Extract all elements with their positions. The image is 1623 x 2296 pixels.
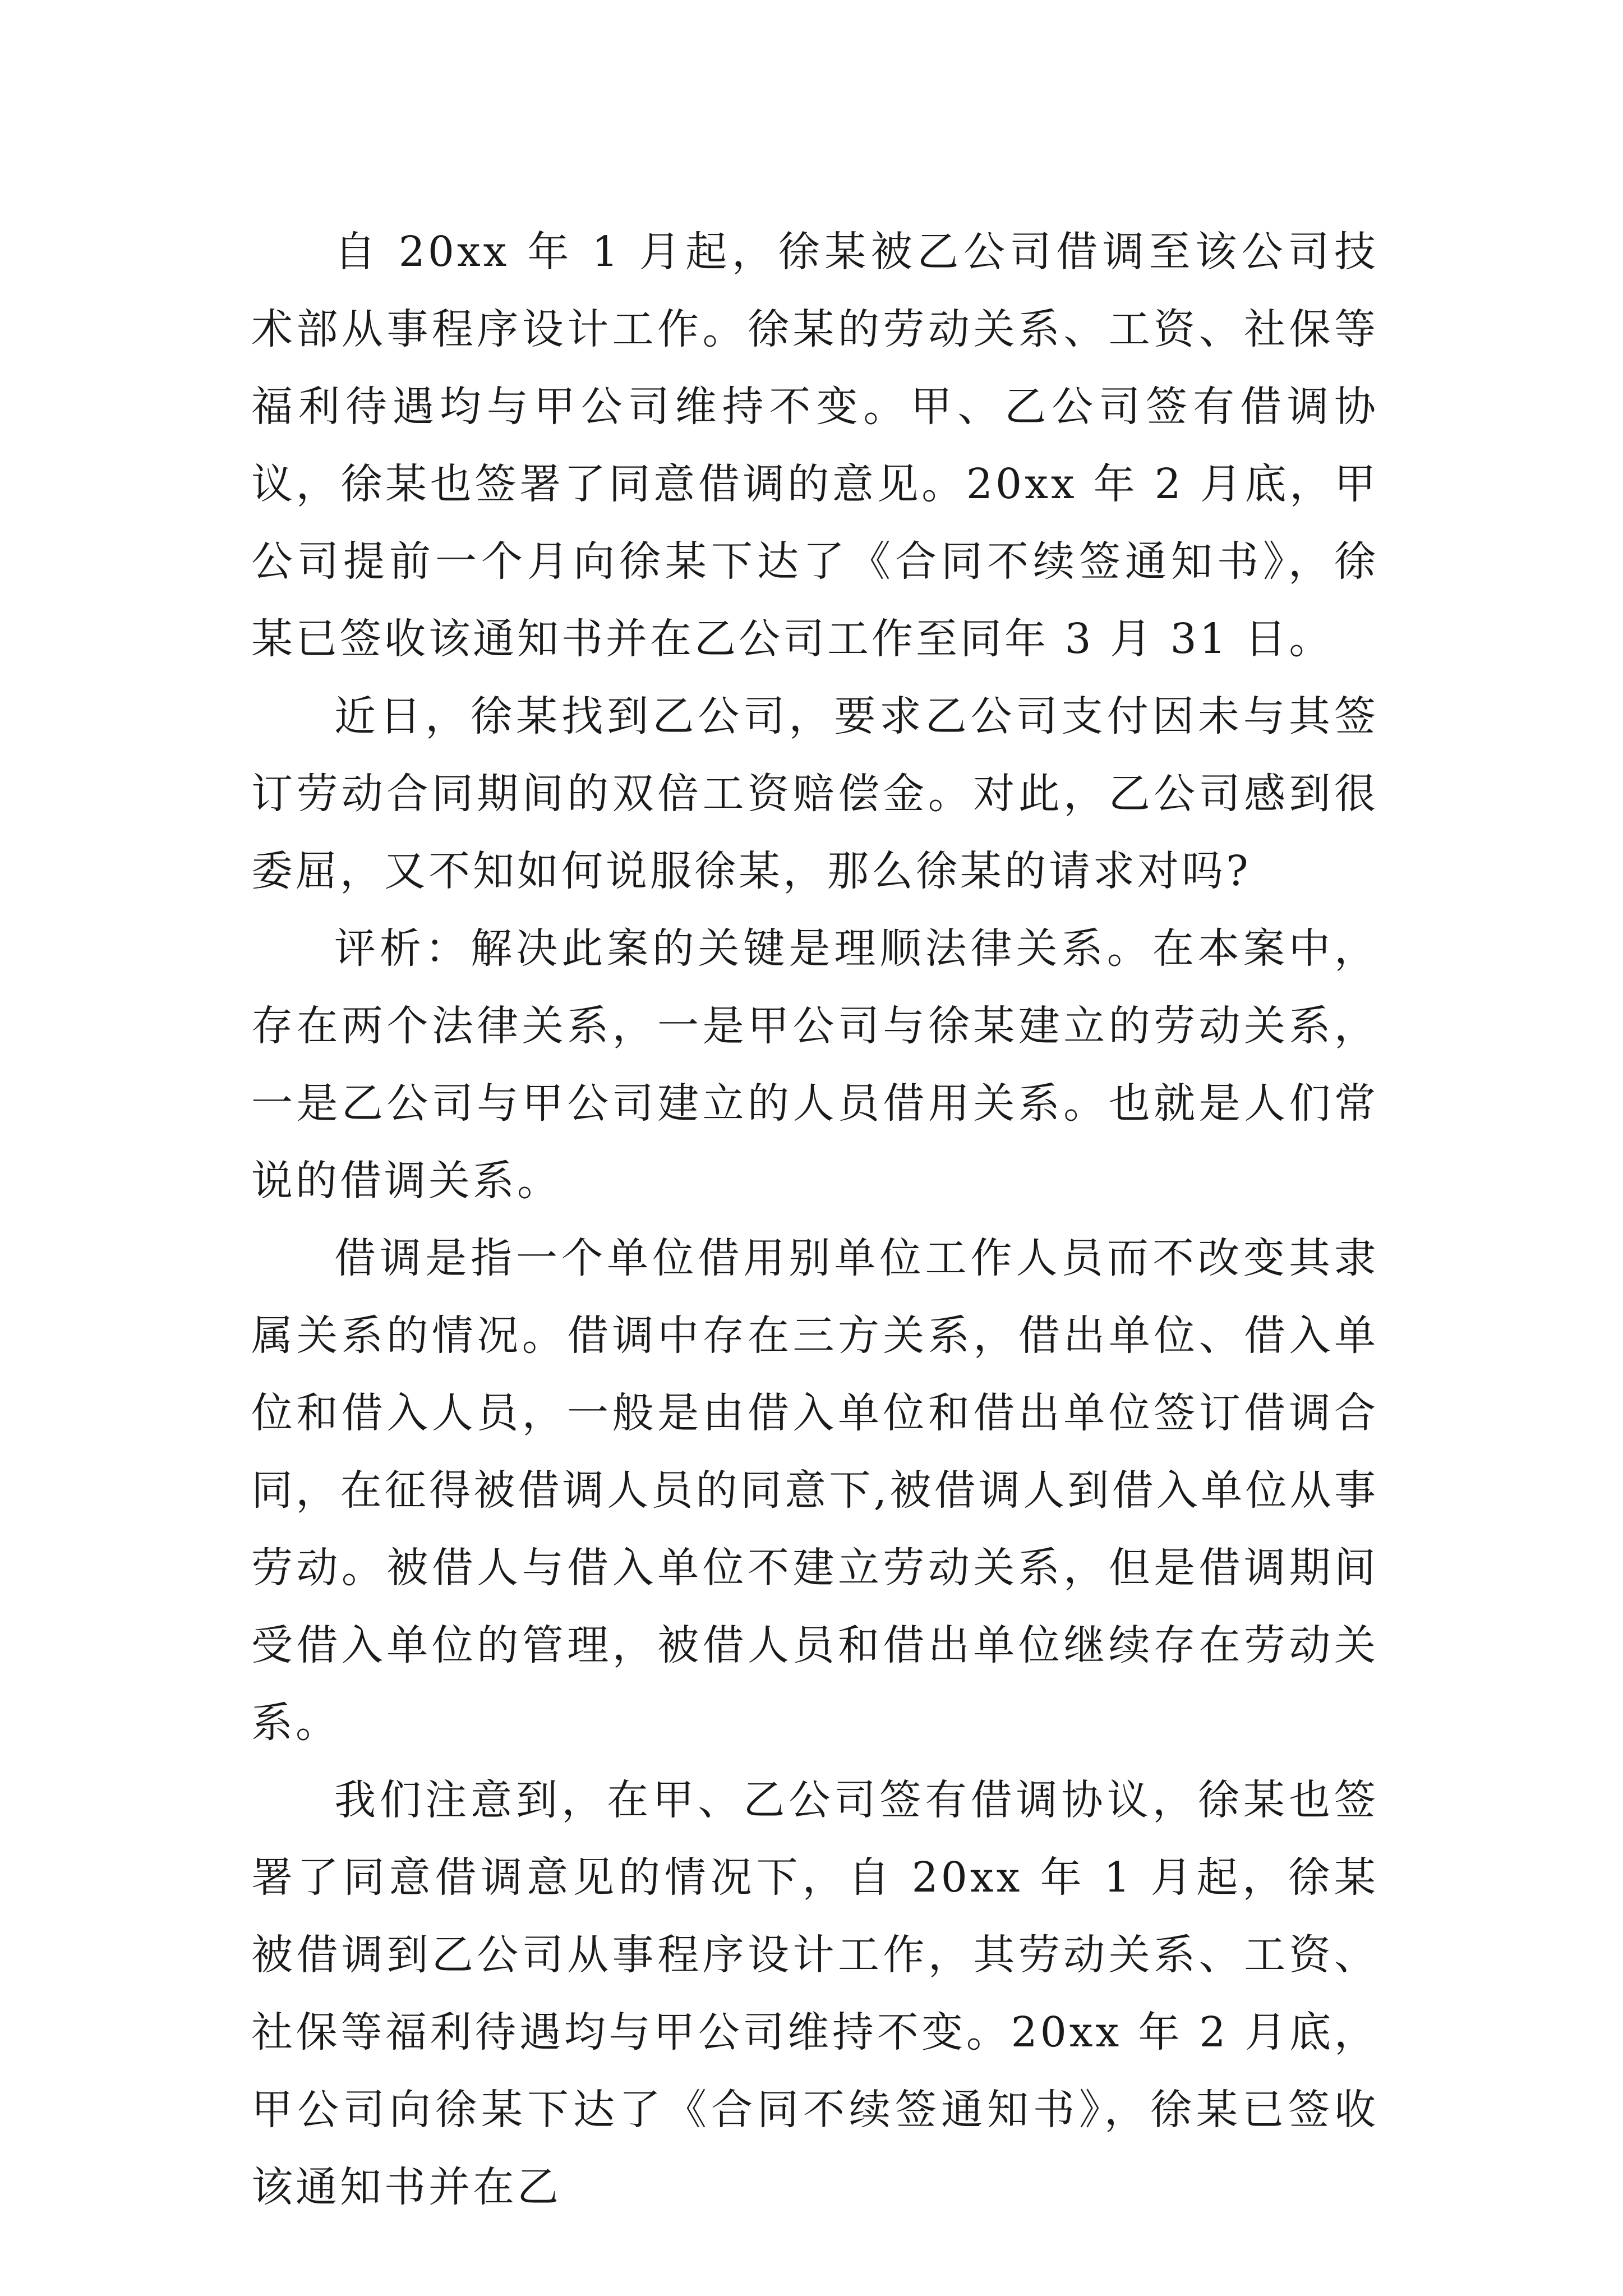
paragraph-1: 自 20xx 年 1 月起，徐某被乙公司借调至该公司技术部从事程序设计工作。徐某的劳动关系、工资、社保等福利待遇均与甲公司维持不变。甲、乙公司签有借调协议，徐某也签署了同意借调的意见。20xx 年 2 月底，甲公司提前一个月向徐某下达了《合同不续签通知书》，徐某已签收该通知书并在乙公司工作至同年 3 月 31 日。 [251, 228, 1378, 663]
paragraph-3: 评析：解决此案的关键是理顺法律关系。在本案中，存在两个法律关系，一是甲公司与徐某建立的劳动关系，一是乙公司与甲公司建立的人员借用关系。也就是人们常说的借调关系。 [251, 924, 1378, 1205]
paragraph-4: 借调是指一个单位借用别单位工作人员而不改变其隶属关系的情况。借调中存在三方关系，借出单位、借入单位和借入人员，一般是由借入单位和借出单位签订借调合同，在征得被借调人员的同意下,被借调人到借入单位从事劳动。被借人与借入单位不建立劳动关系，但是借调期间受借入单位的管理，被借人员和借出单位继续存在劳动关系。 [251, 1234, 1378, 1747]
document-body [251, 213, 1378, 2226]
paragraph-2: 近日，徐某找到乙公司，要求乙公司支付因未与其签订劳动合同期间的双倍工资赔偿金。对此，乙公司感到很委屈，又不知如何说服徐某，那么徐某的请求对吗? [251, 692, 1378, 895]
paragraph-5: 我们注意到，在甲、乙公司签有借调协议，徐某也签署了同意借调意见的情况下，自 20xx 年 1 月起，徐某被借调到乙公司从事程序设计工作，其劳动关系、工资、社保等福利待遇均与甲公司维持不变。20xx 年 2 月底，甲公司向徐某下达了《合同不续签通知书》，徐某已签收该通知书并在乙 [251, 1776, 1378, 2211]
